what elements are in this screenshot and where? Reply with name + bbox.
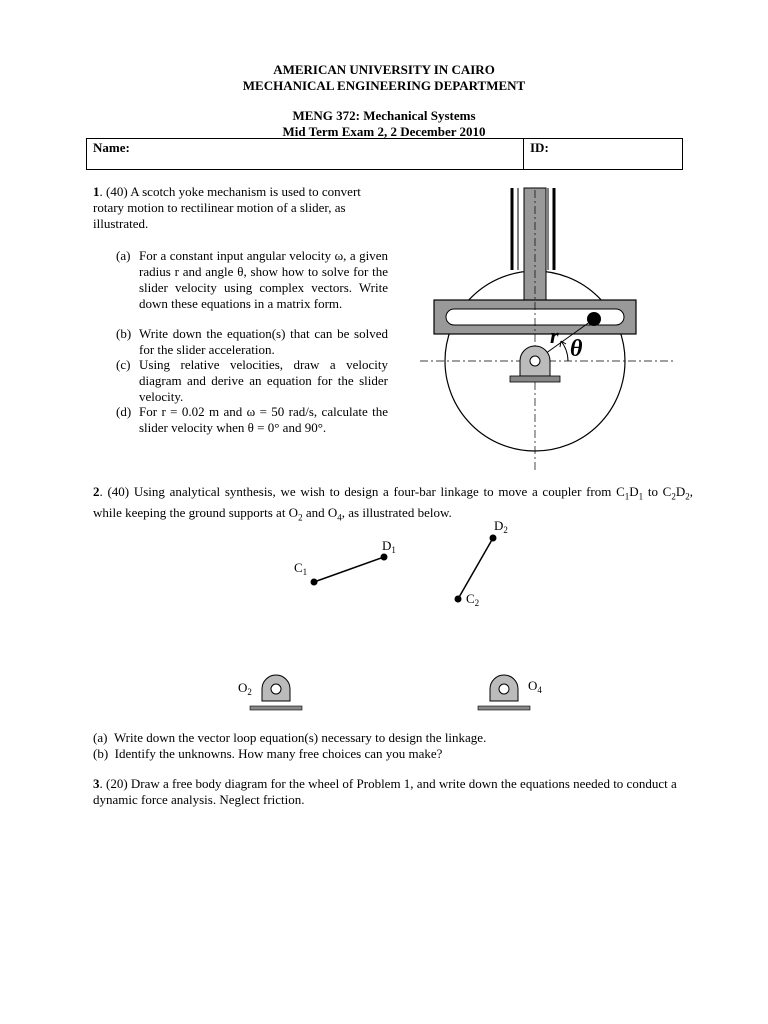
q1-part-a-label: (a) bbox=[116, 248, 131, 263]
q2-text-part: D bbox=[675, 484, 686, 499]
q3-text bbox=[93, 776, 683, 808]
q2-part-a-label: (a) bbox=[93, 730, 108, 745]
q1-part-b bbox=[116, 326, 388, 358]
ground-base bbox=[510, 376, 560, 382]
q1-part-b-text: Write down the equation(s) that can be solved for the slider acceleration. bbox=[139, 326, 388, 357]
q1-part-d-text: For r = 0.02 m and ω = 50 rad/s, calculate the slider velocity when θ = 0° and 90°. bbox=[139, 404, 388, 435]
q1-part-c bbox=[116, 357, 388, 405]
label-d2: $D_2$ bbox=[494, 518, 508, 535]
q1-part-a bbox=[116, 248, 388, 312]
r-label: r bbox=[550, 323, 559, 348]
coupler-c1d1 bbox=[314, 557, 384, 582]
label-o2: $O_2$ bbox=[238, 680, 252, 697]
id-field[interactable] bbox=[524, 139, 683, 170]
q2-number: 2 bbox=[93, 484, 100, 499]
q1-part-a-text: For a constant input angular velocity ω, a given radius r and angle θ, show how to solve for the slider velocity using complex vectors. Write down these equations in a matrix form. bbox=[139, 248, 388, 311]
crank-pin bbox=[587, 312, 601, 326]
theta-label: θ bbox=[570, 336, 583, 362]
q2-sub: 2 bbox=[298, 512, 303, 523]
q2-part-a-text: Write down the vector loop equation(s) necessary to design the linkage. bbox=[113, 730, 487, 745]
linkage-figure bbox=[230, 515, 560, 725]
university-title: AMERICAN UNIVERSITY IN CAIRO bbox=[273, 62, 495, 77]
label-d1: $D_1$ bbox=[382, 538, 396, 555]
q1-part-c-text: Using relative velocities, draw a velocity diagram and derive an equation for the slider velocity. bbox=[139, 357, 388, 404]
department-title: MECHANICAL ENGINEERING DEPARTMENT bbox=[242, 78, 526, 93]
scotch-yoke-figure bbox=[420, 180, 690, 470]
pivot-pin bbox=[530, 356, 540, 366]
q2-sub: 2 bbox=[685, 491, 690, 502]
pivot-o4 bbox=[499, 684, 509, 694]
q1-part-b-label: (b) bbox=[116, 326, 132, 341]
q3-number: 3 bbox=[93, 776, 100, 791]
q1-intro bbox=[93, 184, 393, 232]
q1-number: 1 bbox=[93, 184, 100, 199]
q2-text-part: , while keeping the ground supports at O bbox=[93, 484, 693, 520]
q2-text-part: to C bbox=[643, 484, 672, 499]
q2-part-b-text: Identify the unknowns. How many free choices can you make? bbox=[114, 746, 443, 761]
q1-part-c-label: (c) bbox=[116, 357, 131, 372]
name-id-table bbox=[86, 138, 683, 170]
course-title: MENG 372: Mechanical Systems bbox=[292, 108, 476, 123]
q2-text-part: . (40) Using analytical synthesis, we wish to design a four-bar linkage to move a coupler from C bbox=[99, 484, 625, 499]
label-c2: $C_2$ bbox=[466, 591, 480, 608]
q2-sub: 1 bbox=[638, 491, 644, 502]
point-d2 bbox=[490, 535, 497, 542]
name-label: Name: bbox=[93, 140, 130, 155]
exam-title: Mid Term Exam 2, 2 December 2010 bbox=[282, 124, 486, 139]
q3-body: . (20) Draw a free body diagram for the wheel of Problem 1, and write down the equations needed to conduct a dynamic force analysis. Neglect friction. bbox=[93, 776, 677, 807]
q2-text-part: and O bbox=[302, 504, 338, 520]
coupler-c2d2 bbox=[458, 538, 493, 599]
q2-text-part: D bbox=[629, 484, 639, 499]
ground-base-o4 bbox=[478, 706, 530, 710]
q2-sub: 2 bbox=[671, 491, 676, 502]
ground-base-o2 bbox=[250, 706, 302, 710]
q2-part-a bbox=[93, 730, 693, 746]
label-o4: $O_4$ bbox=[528, 678, 542, 695]
q2-part-b-label: (b) bbox=[93, 746, 109, 761]
point-c2 bbox=[455, 596, 462, 603]
point-c1 bbox=[311, 579, 318, 586]
q2-sub: 1 bbox=[624, 491, 630, 502]
q2-text-part: , as illustrated below. bbox=[341, 504, 452, 520]
name-field[interactable] bbox=[87, 139, 524, 170]
q2-sub: 4 bbox=[337, 512, 342, 523]
q1-part-d bbox=[116, 404, 388, 436]
pivot-o2 bbox=[271, 684, 281, 694]
q1-intro-text: . (40) A scotch yoke mechanism is used to convert rotary motion to rectilinear motion of a slider, as illustrated. bbox=[93, 184, 361, 231]
point-d1 bbox=[381, 554, 388, 561]
id-label: ID: bbox=[530, 140, 549, 155]
q2-part-b bbox=[93, 746, 693, 762]
label-c1: $C_1$ bbox=[294, 560, 308, 577]
q1-part-d-label: (d) bbox=[116, 404, 132, 419]
